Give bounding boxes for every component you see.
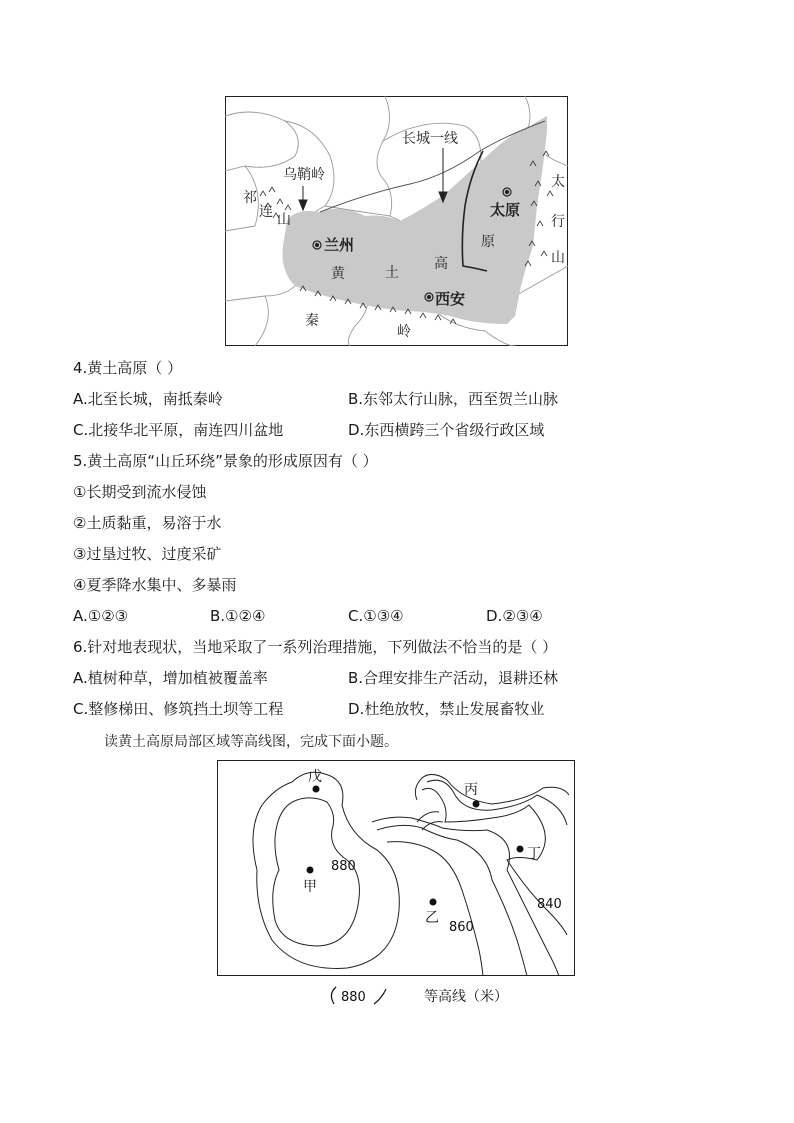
question-6-stem: 6.针对地表现状，当地采取了一系列治理措施，下列做法不恰当的是（ ） <box>73 638 558 656</box>
question-5-item-2: ②土质黏重，易溶于水 <box>73 514 222 532</box>
great-wall-label: 长城一线 <box>402 131 458 147</box>
question-5-option-c[interactable]: C.①③④ <box>348 607 404 625</box>
question-4-option-d[interactable]: D.东西横跨三个省级行政区域 <box>348 421 545 439</box>
point-wu <box>313 786 320 793</box>
label-ding: 丁 <box>527 846 541 862</box>
question-5-option-b[interactable]: B.①②④ <box>210 607 266 625</box>
point-yi <box>430 899 437 906</box>
question-5-option-a[interactable]: A.①②③ <box>73 607 129 625</box>
qilian-char-3: 山 <box>277 212 291 228</box>
loess-plateau-map <box>225 96 568 346</box>
qilian-char-2: 连 <box>259 204 273 220</box>
contour-value-840: 840 <box>537 897 562 912</box>
question-5-item-1: ①长期受到流水侵蚀 <box>73 483 207 501</box>
ling-char: 岭 <box>397 324 411 340</box>
question-6-option-c[interactable]: C.整修梯田、修筑挡土坝等工程 <box>73 700 284 718</box>
tu-char: 土 <box>385 265 399 281</box>
question-5-stem: 5.黄土高原“山丘环绕”景象的形成原因有（ ） <box>73 452 378 470</box>
label-wu: 戊 <box>308 769 322 785</box>
qin-char: 秦 <box>305 313 319 329</box>
huang-char: 黄 <box>331 266 345 282</box>
taihang-char-3: 山 <box>551 250 565 266</box>
gao-char: 高 <box>434 256 448 272</box>
point-ding <box>517 846 524 853</box>
yuan-char: 原 <box>481 234 495 250</box>
question-6-option-d[interactable]: D.杜绝放牧，禁止发展畜牧业 <box>348 700 545 718</box>
contour-map <box>217 760 575 976</box>
question-6-option-a[interactable]: A.植树种草，增加植被覆盖率 <box>73 669 268 687</box>
legend-label: 等高线（米） <box>424 989 508 1005</box>
point-jia <box>307 867 314 874</box>
taiyuan-label: 太原 <box>490 201 521 219</box>
qilian-char-1: 祁 <box>243 190 257 206</box>
contour-value-880: 880 <box>331 859 356 874</box>
taihang-char-2: 行 <box>551 214 565 230</box>
point-bing <box>473 801 480 808</box>
lanzhou-label: 兰州 <box>324 236 355 254</box>
wushaoling-label: 乌鞘岭 <box>283 167 325 183</box>
legend-value: 880 <box>341 990 366 1005</box>
question-4-option-b[interactable]: B.东邻太行山脉，西至贺兰山脉 <box>348 390 559 408</box>
question-5-item-4: ④夏季降水集中、多暴雨 <box>73 576 237 594</box>
xian-label: 西安 <box>435 290 466 308</box>
legend-contour-right-stroke <box>374 989 386 1004</box>
contour-value-860: 860 <box>449 920 474 935</box>
contour-map-intro: 读黄土高原局部区域等高线图，完成下面小题。 <box>104 734 398 750</box>
question-4-option-c[interactable]: C.北接华北平原，南连四川盆地 <box>73 421 284 439</box>
question-4-option-a[interactable]: A.北至长城，南抵秦岭 <box>73 390 223 408</box>
label-yi: 乙 <box>425 910 439 926</box>
label-bing: 丙 <box>464 782 478 798</box>
label-jia: 甲 <box>303 879 317 895</box>
taihang-char-1: 太 <box>551 174 565 190</box>
contour-legend <box>322 984 522 1008</box>
legend-contour-left-stroke <box>331 987 336 1004</box>
question-4-stem: 4.黄土高原（ ） <box>73 359 183 377</box>
question-5-option-d[interactable]: D.②③④ <box>486 607 543 625</box>
question-5-item-3: ③过垦过牧、过度采矿 <box>73 545 222 563</box>
question-6-option-b[interactable]: B.合理安排生产活动，退耕还林 <box>348 669 559 687</box>
